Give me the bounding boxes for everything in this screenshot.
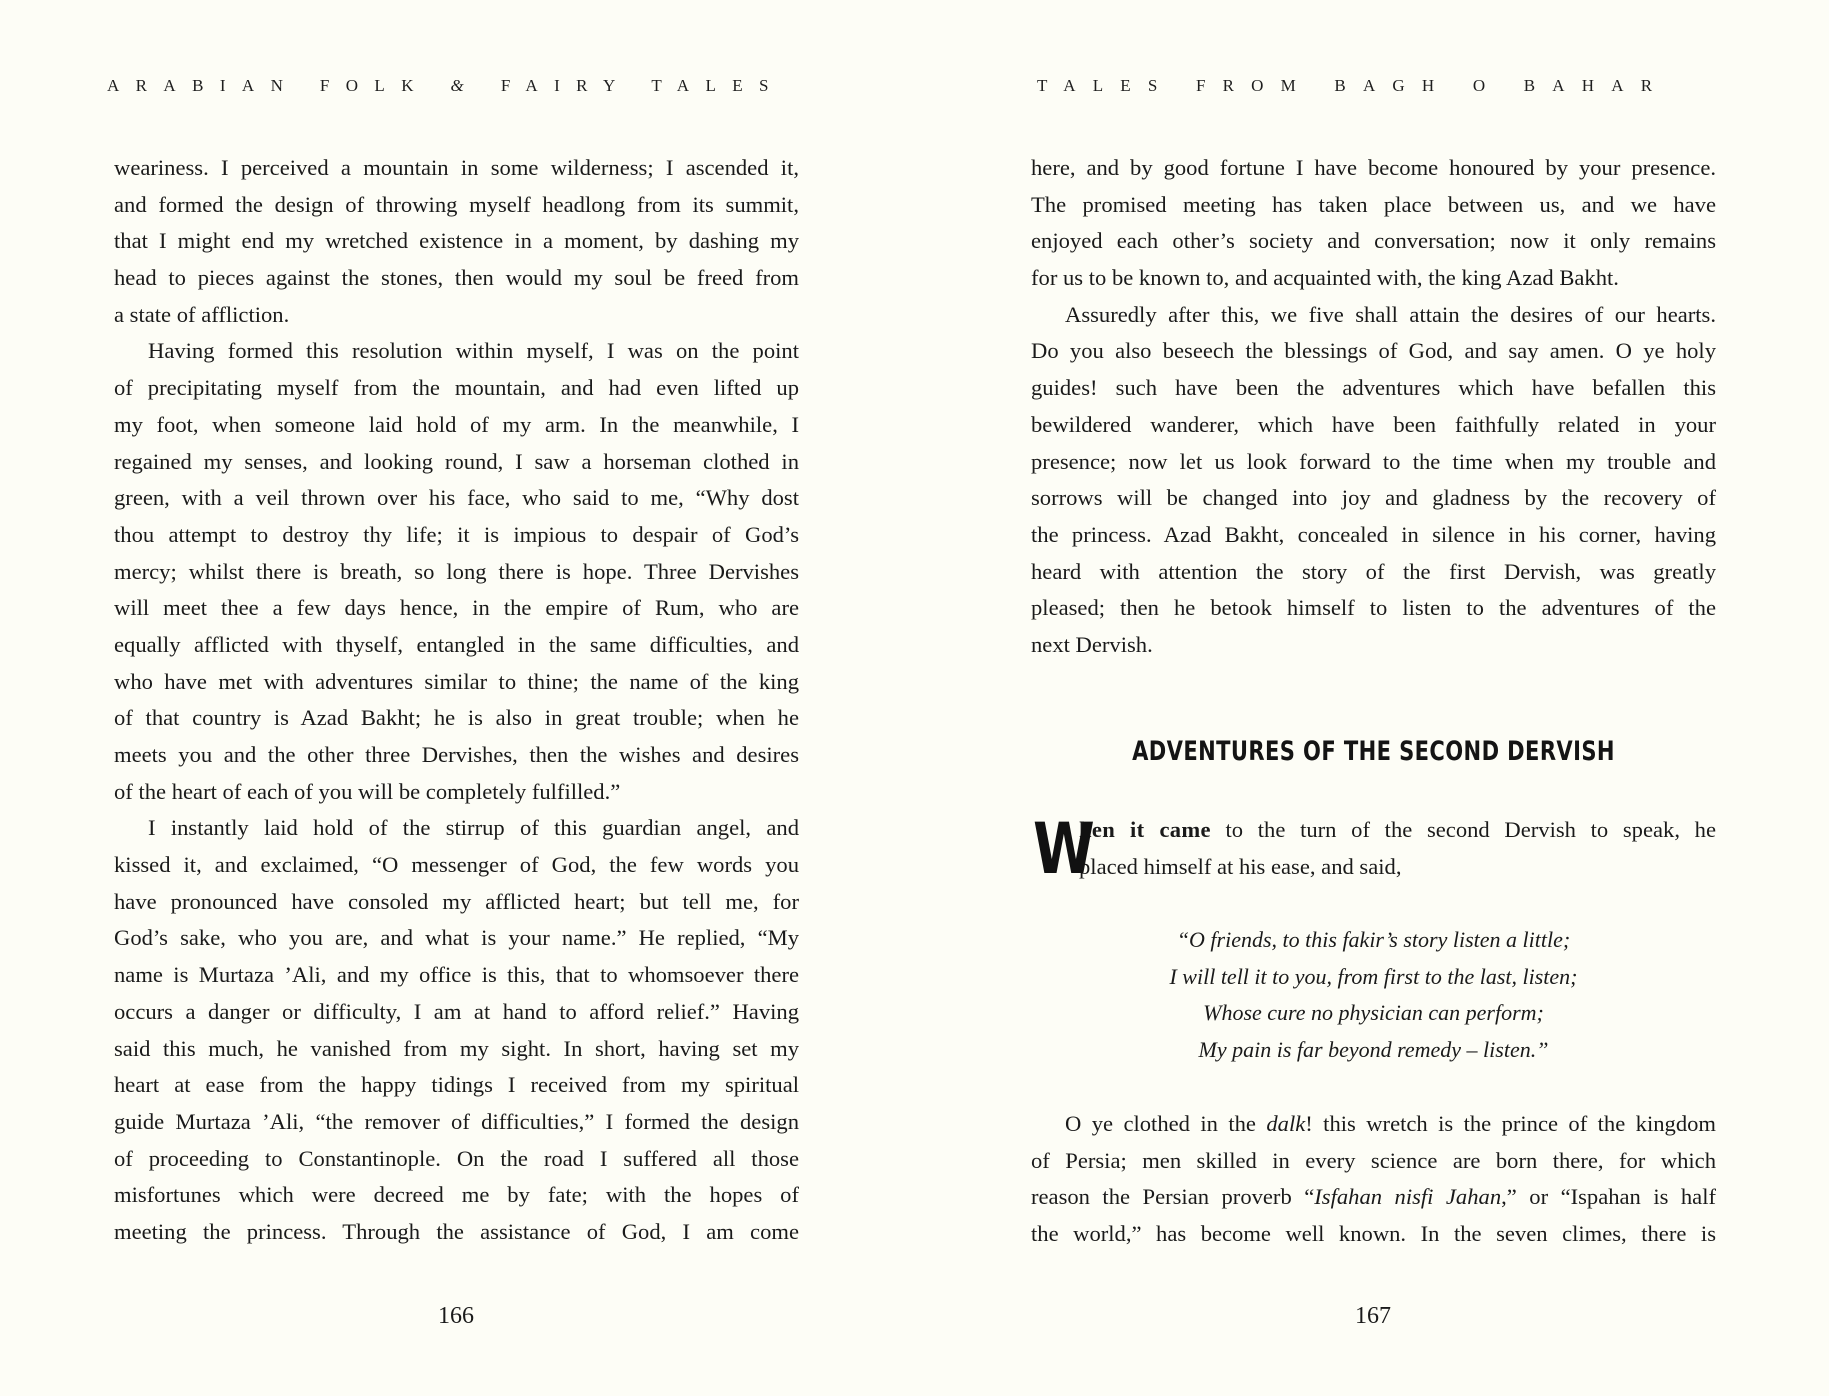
- text-run: O ye clothed in the: [1065, 1111, 1267, 1136]
- text-line: will meet thee a few days hence, in the empire of Rum, who are: [114, 595, 799, 621]
- opening-line-1-text: to the turn of the second Dervish to speak, he: [1210, 817, 1716, 842]
- text-line: The promised meeting has taken place between us, and we have: [1031, 191, 1716, 217]
- text-line: thou attempt to destroy thy life; it is impious to despair of God’s: [114, 521, 799, 547]
- text-line: occurs a danger or difficulty, I am at hand to afford relief.” Having: [114, 998, 799, 1024]
- chapter-heading: ADVENTURES OF THE SECOND DERVISH: [1132, 736, 1615, 767]
- text-line: Having formed this resolution within myself, I was on the point: [148, 338, 799, 364]
- text-line: who have met with adventures similar to thine; the name of the king: [114, 668, 799, 694]
- running-head-ampersand: &: [450, 76, 481, 95]
- verse-block: [1031, 922, 1716, 1069]
- text-line: next Dervish.: [1031, 631, 1153, 657]
- verse-line: Whose cure no physician can perform;: [1203, 1000, 1544, 1026]
- text-run: ! this wretch is the prince of the kingdom: [1305, 1111, 1716, 1136]
- opening-line-2: placed himself at his ease, and said,: [1079, 853, 1402, 879]
- text-line: weariness. I perceived a mountain in some wilderness; I ascended it,: [114, 155, 799, 180]
- closing-line-1: [1031, 1106, 1716, 1143]
- closing-line-2: of Persia; men skilled in every science are born there, for which: [1031, 1147, 1716, 1173]
- opening-paragraph: [1031, 808, 1716, 890]
- running-head-right: TALES FROM BAGH O BAHAR: [1037, 76, 1670, 95]
- lead-in: hen it came: [1079, 817, 1211, 842]
- page-number-left: 166: [438, 1303, 474, 1329]
- text-line: of precipitating myself from the mountain, and had even lifted up: [114, 375, 799, 401]
- page-number-right: 167: [1355, 1303, 1391, 1329]
- text-line: here, and by good fortune I have become honoured by your presence.: [1031, 155, 1716, 180]
- text-run: reason the Persian proverb “: [1031, 1184, 1315, 1210]
- closing-paragraph: [1031, 1106, 1716, 1253]
- verse-line: I will tell it to you, from first to the last, listen;: [1169, 963, 1578, 989]
- text-run: ,” or “Ispahan is half: [1501, 1184, 1716, 1210]
- drop-cap: W: [1033, 808, 1095, 890]
- text-line: bewildered wanderer, which have been faithfully related in your: [1031, 411, 1716, 437]
- closing-line-4: the world,” has become well known. In the seven climes, there is: [1031, 1221, 1716, 1247]
- italic-proverb: Isfahan nisfi Jahan: [1314, 1184, 1502, 1210]
- text-line: enjoyed each other’s society and conversation; now it only remains: [1031, 228, 1716, 254]
- text-line: mercy; whilst there is breath, so long there is hope. Three Dervishes: [114, 558, 799, 584]
- text-line: I instantly laid hold of the stirrup of this guardian angel, and: [148, 815, 799, 841]
- text-line: for us to be known to, and acquainted with, the king Azad Bakht.: [1031, 265, 1619, 291]
- text-line: heard with attention the story of the first Dervish, was greatly: [1031, 558, 1716, 584]
- text-line: guides! such have been the adventures which have befallen this: [1031, 375, 1716, 401]
- text-line: head to pieces against the stones, then would my soul be freed from: [114, 265, 799, 291]
- running-head-part1: ARABIAN FOLK: [107, 76, 430, 95]
- text-line: regained my senses, and looking round, I saw a horseman clothed in: [114, 448, 799, 474]
- text-line: name is Murtaza ’Ali, and my office is this, that to whomsoever there: [114, 962, 799, 988]
- text-line: heart at ease from the happy tidings I received from my spiritual: [114, 1072, 799, 1098]
- text-line: that I might end my wretched existence in a moment, by dashing my: [114, 228, 799, 254]
- text-line: meeting the princess. Through the assistance of God, I am come: [114, 1218, 799, 1244]
- text-line: and formed the design of throwing myself headlong from its summit,: [114, 191, 799, 217]
- italic-term: dalk: [1266, 1111, 1306, 1136]
- text-line: Do you also beseech the blessings of God, and say amen. O ye holy: [1031, 338, 1716, 364]
- text-line: Assuredly after this, we five shall attain the desires of our hearts.: [1065, 301, 1716, 327]
- left-body-text: [114, 150, 799, 1251]
- text-line: presence; now let us look forward to the time when my trouble and: [1031, 448, 1716, 474]
- text-line: pleased; then he betook himself to listen to the adventures of the: [1031, 595, 1716, 621]
- closing-line-3: [1031, 1179, 1716, 1216]
- text-line: guide Murtaza ’Ali, “the remover of difficulties,” I formed the design: [114, 1108, 799, 1134]
- text-line: of proceeding to Constantinople. On the road I suffered all those: [114, 1145, 799, 1171]
- text-line: equally afflicted with thyself, entangled in the same difficulties, and: [114, 631, 799, 657]
- text-line: the princess. Azad Bakht, concealed in silence in his corner, having: [1031, 521, 1716, 547]
- text-line: green, with a veil thrown over his face, who said to me, “Why dost: [114, 485, 799, 511]
- text-line: have pronounced have consoled my afflicted heart; but tell me, for: [114, 888, 799, 914]
- running-head-left: [107, 76, 785, 96]
- text-line: God’s sake, who you are, and what is your name.” He replied, “My: [114, 925, 799, 951]
- text-line: of the heart of each of you will be completely fulfilled.”: [114, 778, 621, 804]
- text-line: a state of affliction.: [114, 301, 290, 327]
- text-line: kissed it, and exclaimed, “O messenger of God, the few words you: [114, 852, 799, 878]
- text-line: meets you and the other three Dervishes, then the wishes and desires: [114, 742, 799, 767]
- text-line: misfortunes which were decreed me by fate; with the hopes of: [114, 1182, 799, 1208]
- text-line: my foot, when someone laid hold of my arm. In the meanwhile, I: [114, 411, 799, 437]
- right-body-text-top: [1031, 150, 1716, 664]
- opening-line-1: [1031, 812, 1716, 849]
- text-line: said this much, he vanished from my sight. In short, having set my: [114, 1035, 799, 1061]
- text-line: of that country is Azad Bakht; he is also in great trouble; when he: [114, 705, 799, 731]
- verse-line: My pain is far beyond remedy – listen.”: [1198, 1037, 1549, 1063]
- verse-line: “O friends, to this fakir’s story listen a little;: [1176, 927, 1571, 952]
- text-line: sorrows will be changed into joy and gladness by the recovery of: [1031, 485, 1716, 511]
- running-head-part2: FAIRY TALES: [500, 76, 785, 95]
- left-page: [0, 0, 914, 1396]
